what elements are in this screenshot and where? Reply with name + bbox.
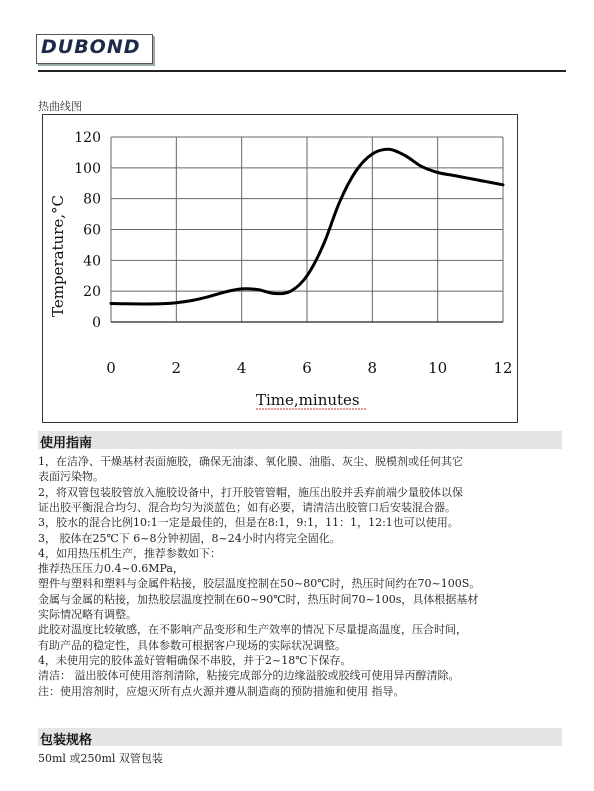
- text-line: 注：使用溶剂时，应熄灭所有点火源并遵从制造商的预防措施和使用 指导。: [38, 684, 405, 698]
- y-tick-label: 60: [83, 222, 101, 239]
- y-tick-label: 40: [83, 253, 101, 270]
- text-line: 塑件与塑料和塑料与金属件粘接，胶层温度控制在50~80℃时，热压时间约在70~100S。: [38, 577, 481, 591]
- text-line: 清洁： 溢出胶体可使用溶剂清除，粘接完成部分的边缘溢胶或胶线可使用异丙醇清除。: [38, 669, 460, 683]
- y-tick-label: 80: [83, 191, 101, 208]
- x-tick-label: 4: [236, 359, 247, 377]
- text-line: 金属与金属的粘接，加热胶层温度控制在60~90℃时，热压时间70~100s，具体根据基材: [38, 592, 479, 606]
- y-tick-label: 20: [83, 284, 101, 301]
- x-tick-label: 10: [428, 359, 448, 377]
- x-tick-label: 0: [106, 359, 116, 377]
- x-tick-label: 8: [367, 359, 378, 377]
- y-tick-label: 120: [74, 130, 101, 146]
- text-line: 有助产品的稳定性，具体参数可根据客户现场的实际状况调整。: [38, 638, 346, 652]
- text-line: 3， 胶体在25℃下 6~8分钟初固，8~24小时内将完全固化。: [38, 531, 341, 545]
- text-line: 2，将双管包装胶管放入施胶设备中，打开胶管管帽，施压出胶并丢弃前端少量胶体以保: [38, 485, 463, 499]
- x-axis-label: Time,minutes: [256, 391, 360, 409]
- chart-frame: [42, 114, 518, 423]
- logo-text: DUBOND: [41, 36, 141, 58]
- y-tick-labels: [74, 130, 101, 331]
- text-line: 4，未使用完的胶体盖好管帽确保不串胶，并于2~18℃下保存。: [38, 653, 352, 667]
- figure-caption: 热曲线图: [38, 100, 82, 113]
- section-header-usage: [38, 431, 562, 449]
- text-line: 4，如用热压机生产，推荐参数如下：: [38, 546, 221, 560]
- text-line: 实际情况略有调整。: [38, 608, 137, 621]
- text-line: 表面污染物。: [38, 470, 104, 484]
- x-tick-label: 12: [493, 359, 513, 377]
- heat-curve-chart: [43, 115, 517, 422]
- text-line: 50ml 或250ml 双管包装: [38, 752, 163, 765]
- text-line: 证出胶平衡混合均匀、混合均匀为淡蓝色；如有必要，请清洁出胶管口后安装混合器。: [38, 500, 456, 514]
- text-line: 此胶对温度比较敏感，在不影响产品变形和生产效率的情况下尽量提高温度，压合时间，: [38, 623, 467, 637]
- section-header-packaging: [38, 728, 562, 746]
- section-title-usage: 使用指南: [40, 436, 93, 451]
- chart-grid: [111, 137, 503, 322]
- text-line: 3，胶水的混合比例10:1一定是最佳的，但是在8:1，9:1，11：1，12:1也可以使用。: [38, 516, 459, 530]
- x-tick-labels: [106, 359, 512, 377]
- x-tick-label: 2: [171, 359, 182, 377]
- header-divider: [38, 70, 566, 72]
- text-line: 推荐热压压力0.4~0.6MPa，: [38, 562, 184, 576]
- x-tick-label: 6: [302, 359, 312, 377]
- y-tick-label: 100: [74, 160, 101, 177]
- section-title-packaging: 包装规格: [40, 733, 93, 748]
- y-axis-label: Temperature,°C: [49, 194, 67, 317]
- y-tick-label: 0: [92, 315, 101, 331]
- text-line: 1，在洁净、干燥基材表面施胶，确保无油漆、氧化膜、油脂、灰尘、脱模剂或任何其它: [38, 455, 463, 468]
